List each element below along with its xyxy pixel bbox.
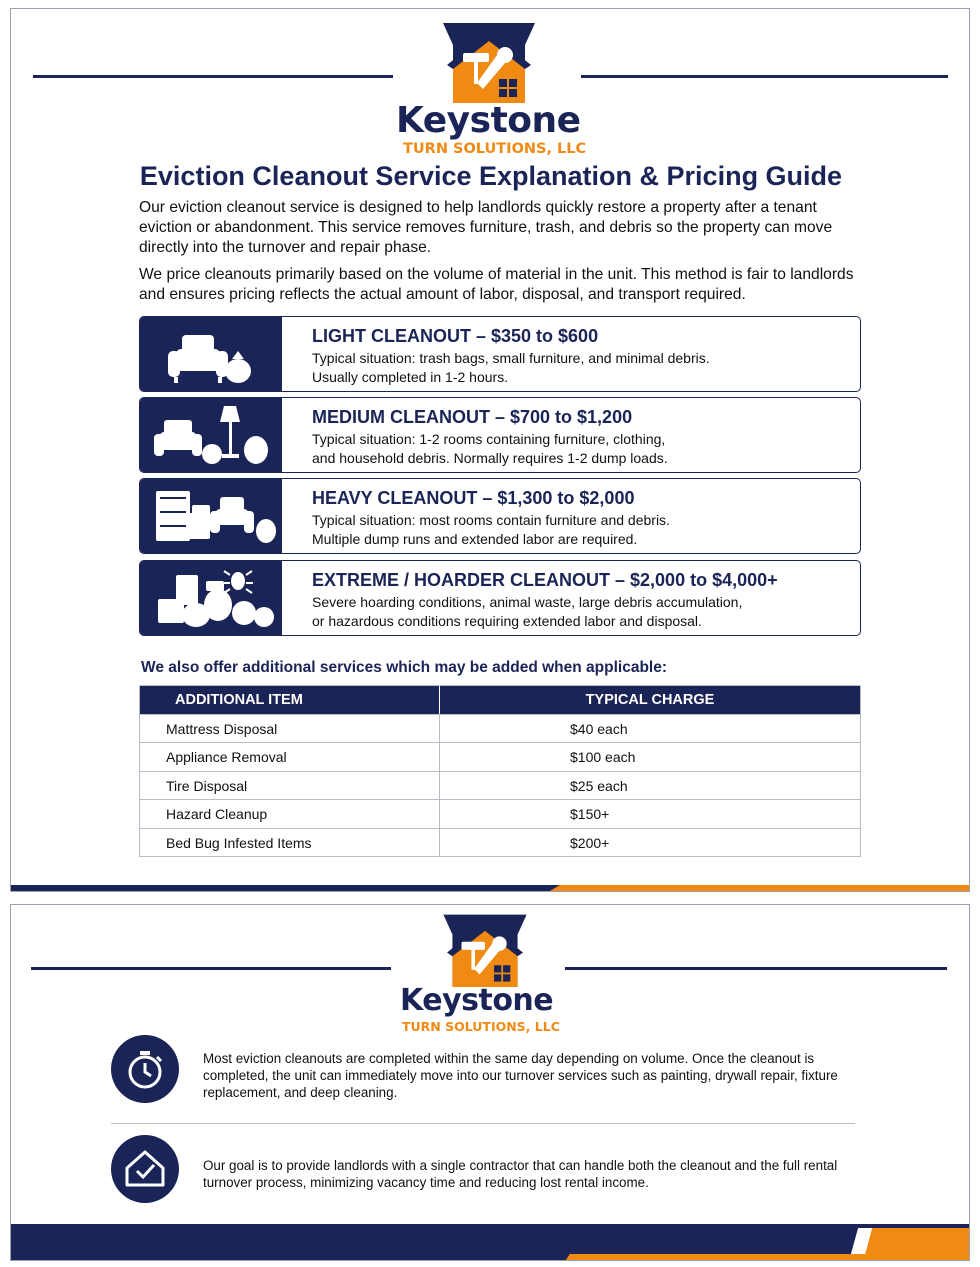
header-rule-left [33, 75, 393, 78]
tier-light-card [139, 316, 861, 392]
charge-cell: $100 each [570, 749, 636, 766]
brand-tagline: TURN SOLUTIONS, LLC [403, 141, 587, 157]
tier-light-line2: Usually completed in 1-2 hours. [312, 369, 509, 385]
tier-medium-title: MEDIUM CLEANOUT – $700 to $1,200 [312, 407, 633, 427]
item-cell: Bed Bug Infested Items [140, 829, 440, 856]
brand-tagline: TURN SOLUTIONS, LLC [402, 1019, 560, 1034]
table-row [140, 742, 860, 770]
item-cell: Hazard Cleanup [140, 800, 440, 827]
item-cell: Mattress Disposal [140, 715, 440, 742]
tier-heavy-title: HEAVY CLEANOUT – $1,300 to $2,000 [312, 488, 635, 508]
header-rule-left [31, 967, 391, 970]
armchair-lamp-bags-icon [140, 398, 282, 472]
divider [111, 1123, 855, 1124]
table-header [140, 686, 860, 714]
single-contractor-info-text: Our goal is to provide landlords with a single contractor that can handle both the cleanout and the full rental turnover process, minimizing vacancy time and reducing lost rental income. [203, 1158, 838, 1190]
table-row [140, 799, 860, 827]
item-cell: Tire Disposal [140, 772, 440, 799]
tier-heavy-card [139, 478, 861, 554]
header-rule-right [581, 75, 948, 78]
brand-name: Keystone [400, 983, 554, 1018]
tier-extreme-title: EXTREME / HOARDER CLEANOUT – $2,000 to $4,000+ [312, 570, 778, 590]
tier-extreme-line2: or hazardous conditions requiring extended labor and disposal. [312, 613, 702, 629]
stopwatch-icon [111, 1035, 179, 1103]
charge-cell: $150+ [570, 806, 610, 823]
hoard-pile-bug-icon [140, 561, 282, 635]
brand-name: Keystone [396, 100, 581, 141]
tier-extreme-line1: Severe hoarding conditions, animal waste, large debris accumulation, [312, 594, 743, 610]
process-page [10, 904, 970, 1261]
column-header-item: ADDITIONAL ITEM [140, 686, 440, 714]
pricing-guide-page [10, 8, 970, 892]
keystone-logo-icon [439, 911, 531, 987]
charge-cell: $25 each [570, 777, 628, 794]
charge-cell: $200+ [570, 834, 610, 851]
item-cell: Appliance Removal [140, 743, 440, 770]
tier-medium-line1: Typical situation: 1-2 rooms containing furniture, clothing, [312, 431, 666, 447]
footer-stripe [11, 883, 969, 891]
dresser-boxes-chair-icon [140, 479, 282, 553]
page-title: Eviction Cleanout Service Explanation & Pricing Guide [139, 161, 843, 191]
intro-paragraph: Our eviction cleanout service is designed to help landlords quickly restore a property after a tenant eviction or abandonment. This service removes furniture, trash, and debris so the property can move directly into the turnover and repair phase. [139, 199, 833, 256]
tier-medium-card [139, 397, 861, 473]
tier-heavy-line2: Multiple dump runs and extended labor are required. [312, 531, 638, 547]
header-rule-right [565, 967, 947, 970]
additional-services-table [139, 685, 861, 857]
tier-light-line1: Typical situation: trash bags, small furniture, and minimal debris. [312, 350, 710, 366]
tier-medium-line2: and household debris. Normally requires 1-2 dump loads. [312, 450, 668, 466]
table-row [140, 771, 860, 799]
same-day-info-text: Most eviction cleanouts are completed within the same day depending on volume. Once the cleanout is completed, the unit can immediately move into our turnover services such as painting, drywall repair, fixture replacement, and deep cleaning. [203, 1051, 838, 1100]
tier-light-title: LIGHT CLEANOUT – $350 to $600 [312, 326, 599, 346]
footer-stripe [11, 1216, 969, 1260]
tier-heavy-line1: Typical situation: most rooms contain furniture and debris. [312, 512, 670, 528]
armchair-trash-bag-icon [140, 317, 282, 391]
table-row [140, 714, 860, 742]
pricing-note-paragraph: We price cleanouts primarily based on the volume of material in the unit. This method is fair to landlords and ensures pricing reflects the actual amount of labor, disposal, and transport required. [139, 266, 854, 303]
keystone-logo-icon [439, 19, 539, 103]
house-check-icon [111, 1135, 179, 1203]
additional-services-heading: We also offer additional services which may be added when applicable: [141, 659, 668, 676]
tier-extreme-card [139, 560, 861, 636]
table-row [140, 828, 860, 856]
column-header-charge: TYPICAL CHARGE [585, 692, 715, 708]
charge-cell: $40 each [570, 721, 628, 737]
